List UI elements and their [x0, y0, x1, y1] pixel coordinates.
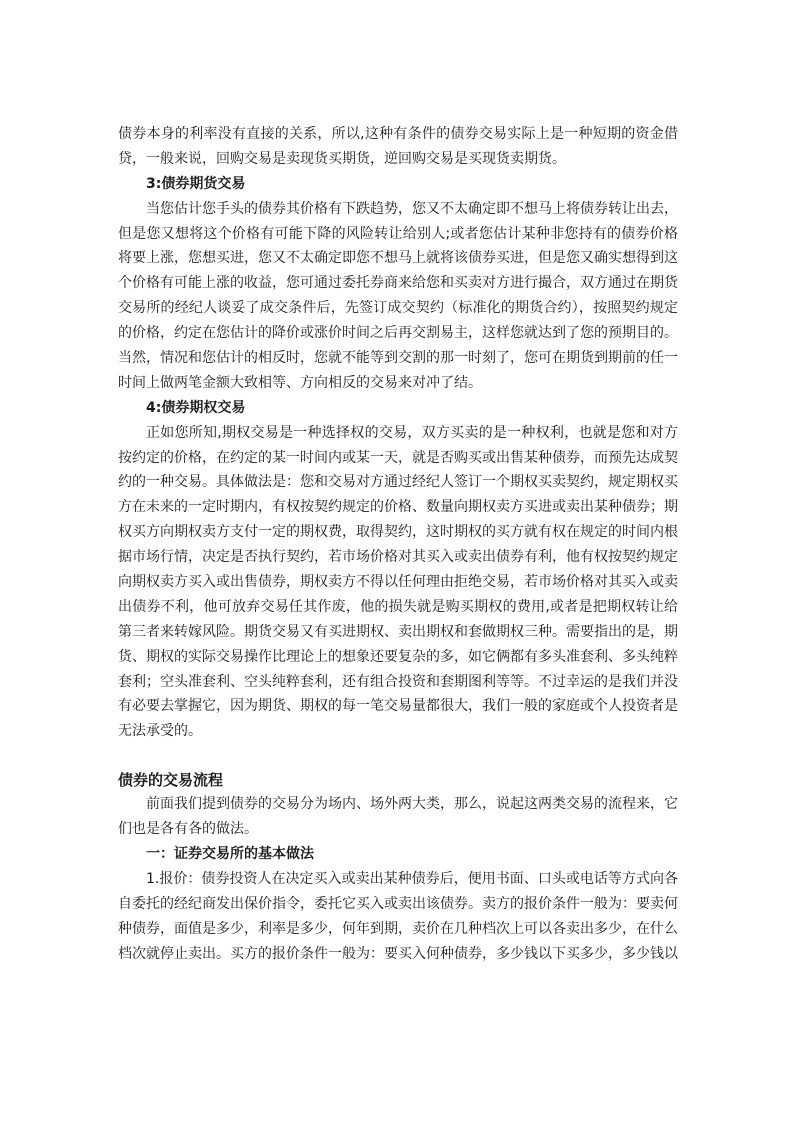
paragraph: [118, 197, 678, 396]
text-line: 据市场行情，决定是否执行契约，若市场价格对其买入或卖出债券有利，他有权按契约规定: [118, 549, 678, 566]
text-line: 自委托的经纪商发出保价指令，委托它买入或卖出该债券。卖方的报价条件一般为：要卖何: [118, 895, 678, 912]
text-line: 货、期权的实际交易操作比理论上的想象还要复杂的多，如它俩都有多头准套利、多头纯粹: [118, 648, 678, 665]
text-line: 种债券，面值是多少，利率是多少，何年到期，卖价在几种档次上可以各卖出多少，在什么: [118, 920, 678, 937]
text-line: 时间上做两笔金额大致相等、方向相反的交易来对冲了结。: [118, 374, 482, 391]
paragraph: [118, 421, 678, 745]
text-line: 前面我们提到债券的交易分为场内、场外两大类，那么，说起这两类交易的流程来，它: [146, 796, 678, 813]
document-page: [118, 122, 678, 967]
text-line: 第三者来转嫁风险。期货交易又有买进期权、卖出期权和套做期权三种。需要指出的是，期: [118, 623, 678, 640]
text-line: 贷，一般来说，回购交易是卖现货买期货，逆回购交易是买现货卖期货。: [118, 150, 566, 167]
paragraph: [118, 867, 678, 967]
paragraph: [118, 792, 678, 842]
subheading-futures: 3:债券期货交易: [146, 175, 246, 192]
text-line: 的价格，约定在您估计的降价或涨价时间之后再交割易主，这样您就达到了您的预期目的。: [118, 325, 678, 342]
text-line: 债券本身的利率没有直接的关系，所以,这种有条件的债券交易实际上是一种短期的资金借: [118, 126, 678, 142]
text-line: 将要上涨，您想买进，您又不太确定即您不想马上就将该债券买进，但是您又确实想得到这: [118, 250, 678, 267]
text-line: 档次就停止卖出。买方的报价条件一般为：要买入何种债券，多少钱以下买多少，多少钱以: [118, 945, 678, 962]
text-line: 们也是各有各的做法。: [118, 821, 258, 838]
paragraph: [118, 122, 678, 172]
text-line: 交易所的经纪人谈妥了成交条件后，先签订成交契约（标准化的期货合约），按照契约规定: [118, 300, 678, 317]
section-spacer: [118, 744, 678, 768]
text-line: 个价格有可能上涨的收益，您可通过委托券商来给您和买卖对方进行撮合，双方通过在期货: [118, 275, 678, 292]
text-line: 方在未来的一定时期内，有权按契约规定的价格、数量向期权卖方买进或卖出某种债券；期: [118, 499, 678, 516]
text-line: 按约定的价格，在约定的某一时间内或某一天，就是否购买或出售某种债券，而预先达成契: [118, 449, 678, 466]
text-line: 约的一种交易。具体做法是：您和交易对方通过经纪人签订一个期权买卖契约，规定期权买: [118, 474, 678, 491]
text-line: 但是您又想将这个价格有可能下降的风险转让给别人;或者您估计某种非您持有的债券价格: [118, 225, 678, 242]
text-line: 当然，情况和您估计的相反时，您就不能等到交割的那一时刻了，您可在期货到期前的任一: [118, 350, 678, 367]
text-line: 无法承受的。: [118, 723, 202, 740]
text-line: 向期权卖方买入或出售债券，期权卖方不得以任何理由拒绝交易，若市场价格对其买入或卖: [118, 574, 678, 591]
text-line: 有必要去掌握它，因为期货、期权的每一笔交易量都很大，我们一般的家庭或个人投资者是: [118, 698, 678, 715]
text-line: 套利；空头准套利、空头纯粹套利，还有组合投资和套期图利等等。不过幸运的是我们并没: [118, 673, 678, 690]
text-line: 当您估计您手头的债券其价格有下跌趋势，您又不太确定即不想马上将债券转让出去，: [146, 200, 678, 217]
subheading-options: 4:债券期权交易: [146, 399, 246, 416]
text-line: 权买方向期权卖方支付一定的期权费，取得契约，这时期权的买方就有权在规定的时间内根: [118, 524, 678, 541]
section-heading: 债券的交易流程: [118, 771, 224, 790]
text-line: 出债券不利，他可放弃交易任其作废，他的损失就是购买期权的费用,或者是把期权转让给: [118, 598, 678, 615]
subheading-exchange: 一：证券交易所的基本做法: [146, 846, 314, 863]
text-line: 1.报价：债券投资人在决定买入或卖出某种债券后，便用书面、口头或电话等方式向各: [146, 870, 678, 887]
text-line: 正如您所知,期权交易是一种选择权的交易，双方买卖的是一种权利，也就是您和对方: [146, 424, 678, 441]
